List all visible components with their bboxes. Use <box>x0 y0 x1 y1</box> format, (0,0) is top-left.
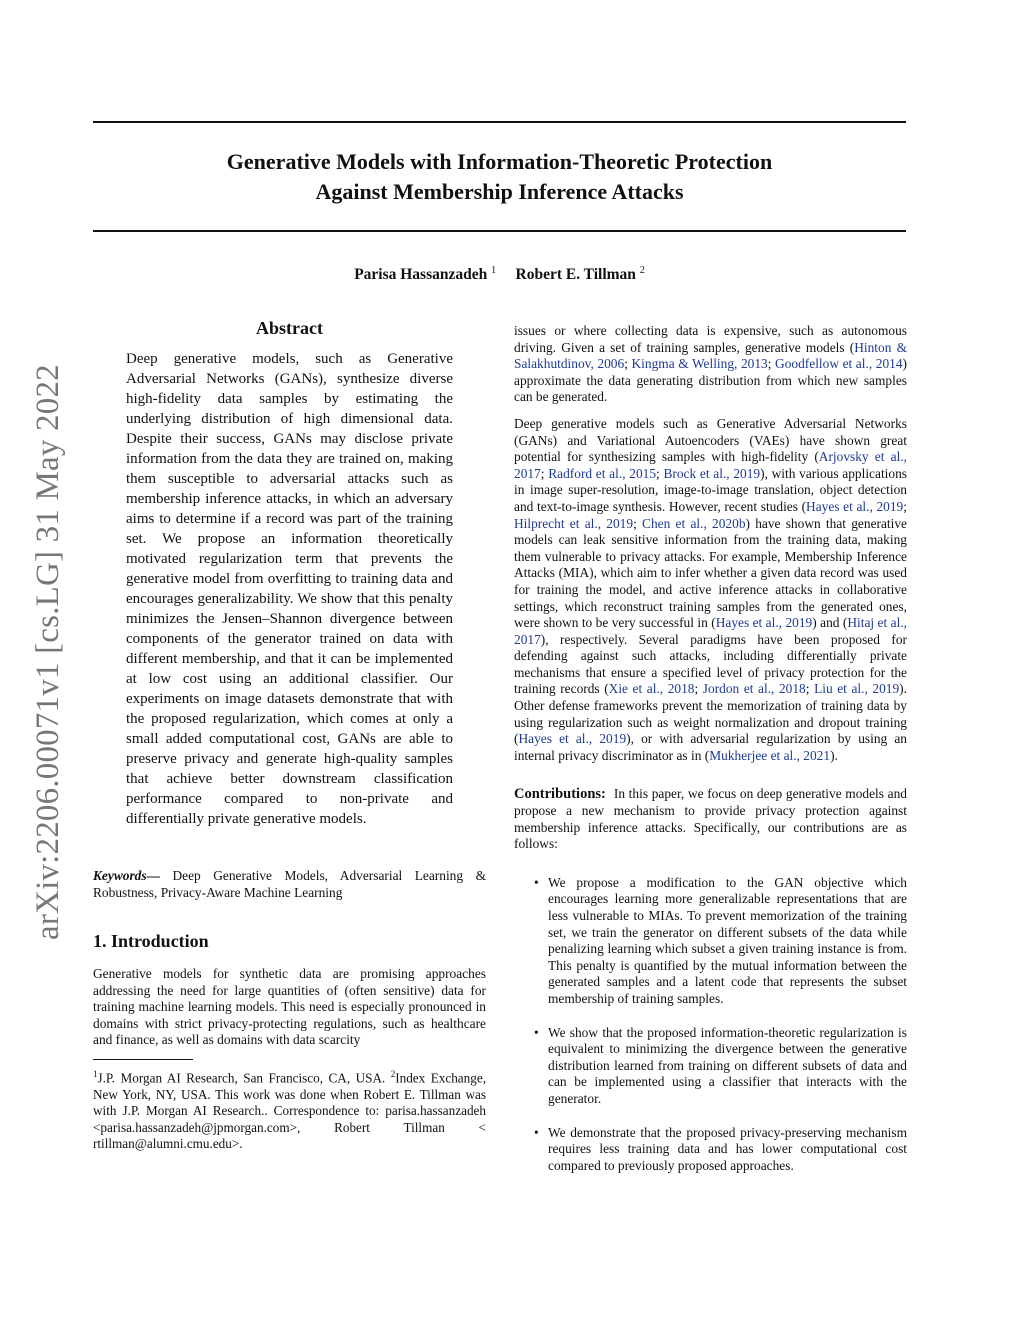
spacer <box>514 764 907 786</box>
body-text: ) approximate the data generating distribution from which new samples can be generated. <box>514 356 907 405</box>
footnote-mark: 1 <box>93 1068 98 1079</box>
body-text: ), with various applications in image super-resolution, image-to-image translation, object detection and text-to-image synthesis. However, recent studies ( <box>514 465 907 514</box>
footnote-mark: 2 <box>390 1068 396 1079</box>
citation-link[interactable]: Hayes et al., 2019 <box>715 615 813 631</box>
footnote-text: J.P. Morgan AI Research, San Francisco, CA, USA. <box>97 1070 391 1086</box>
body-text: Deep generative models such as Generative Adversarial Networks (GANs) and Variational Autoencoders (VAEs) have shown great potential for synthesizing samples with high-fidelity ( <box>514 415 907 465</box>
abstract-text: Deep generative models, such as Generative Adversarial Networks (GANs), synthesize diverse high-fidelity data samples by estimating the underlying distribution of high dimensional data. Despite their success, GANs may disclose private information from the data they are trained on, making them susceptible to adversarial attacks such as membership inference attacks, in which an adversary aims to determine if a record was part of the training set. We propose an information theoretically motivated regularization term that prevents the generative model from overfitting to training data and encourages generalizability. We show that this penalty minimizes the Jensen–Shannon divergence between components of the generator trained on data with different membership, and that it can be implemented at low cost using an additional classifier. Our experiments on image datasets demonstrate that with the proposed regularization, which comes at only a small added computational cost, GANs are able to preserve privacy and generate high-quality samples that achieve better downstream classification performance compared to non-private and differentially private generative models. <box>126 351 453 827</box>
arxiv-stamp: arXiv:2206.00071v1 [cs.LG] 31 May 2022 <box>30 364 66 940</box>
right-column <box>514 323 907 1191</box>
citation-link[interactable]: Kingma & Welling, 2013 <box>631 356 768 372</box>
title-line-1: Generative Models with Information-Theoretic Protection <box>226 149 773 174</box>
body-text: ) and ( <box>812 615 848 631</box>
introduction-paragraph: Generative models for synthetic data are promising approaches addressing the need for large quantities of (often sensitive) data for training machine learning models. This need is especially pronounced in domains with strict privacy-protecting regulations, such as healthcare and finance, as well as domains with data scarcity <box>93 966 486 1048</box>
intro-paragraph-continued <box>514 323 907 406</box>
intro-paragraph-2 <box>514 416 907 764</box>
citation-link[interactable]: Arjovsky et al., 2017 <box>514 449 907 481</box>
body-text: ; <box>694 681 703 697</box>
title-top-rule <box>93 121 906 123</box>
body-text: ). <box>830 747 838 763</box>
citation-link[interactable]: Brock et al., 2019 <box>663 465 761 481</box>
keywords-text: Deep Generative Models, Adversarial Learning & Robustness, Privacy-Aware Machine Learning <box>93 868 486 900</box>
body-text: issues or where collecting data is expensive, such as autonomous driving. Given a set of training samples, generative models ( <box>514 323 907 355</box>
author-name: Robert E. Tillman <box>515 266 636 284</box>
author-affiliation-mark: 2 <box>639 265 645 276</box>
title-bottom-rule <box>93 230 906 232</box>
list-item <box>534 874 907 1008</box>
body-text: ; <box>767 356 776 372</box>
citation-link[interactable]: Hitaj et al., 2017 <box>514 615 908 647</box>
citation-link[interactable]: Mukherjee et al., 2021 <box>709 747 831 763</box>
contributions-list <box>514 875 907 1175</box>
list-item <box>534 1024 907 1108</box>
body-text: ; <box>903 498 907 514</box>
citation-link[interactable]: Hinton & Salakhutdinov, 2006 <box>514 339 907 372</box>
author-affiliation-mark: 1 <box>491 265 497 276</box>
footnote-text: Index Exchange, New York, NY, USA. This work was done when Robert E. Tillman was with J.P. Morgan AI Research.. Correspondence to: parisa.hassanzadeh <parisa.hassanzadeh@jpmorgan.com>, Robert Tillman < rtillman@alumni.cmu.edu>. <box>93 1070 486 1152</box>
list-item <box>534 1124 907 1175</box>
body-text: ), or with adversarial regularization by using an internal privacy discriminator as in ( <box>514 731 908 763</box>
body-text: ; <box>656 465 664 481</box>
footnote <box>93 1066 486 1153</box>
list-item-text: We show that the proposed information-theoretic regularization is equivalent to minimizing the divergence between the generative distribution learned from training on different subsets of data and can be implemented using a classifier that interacts with the generator. <box>548 1024 907 1106</box>
body-text: ) have shown that generative models can leak sensitive information from the training data, making them vulnerable to privacy attacks. For example, Membership Inference Attacks (MIA), which aim to infer whether a given data record was used for training the model, and active inference attacks in collaborative settings, which reconstruct training samples from the generated ones, were shown to be very successful in ( <box>514 515 907 631</box>
footnote-rule <box>93 1059 193 1060</box>
abstract-heading: Abstract <box>256 318 323 338</box>
author-list <box>93 265 906 284</box>
citation-link[interactable]: Liu et al., 2019 <box>814 681 900 697</box>
author-name: Parisa Hassanzadeh <box>354 266 488 284</box>
paper-title <box>93 147 906 207</box>
citation-link[interactable]: Hayes et al., 2019 <box>518 731 627 747</box>
bullet-icon: • <box>534 1124 539 1140</box>
citation-link[interactable]: Goodfellow et al., 2014 <box>775 356 903 372</box>
bullet-icon: • <box>534 1024 539 1040</box>
body-text: ; <box>540 465 549 481</box>
citation-link[interactable]: Jordon et al., 2018 <box>702 681 806 697</box>
citation-link[interactable]: Hayes et al., 2019 <box>806 498 904 514</box>
bullet-icon: • <box>534 874 539 890</box>
title-line-2: Against Membership Inference Attacks <box>315 179 684 204</box>
left-column <box>93 318 486 1153</box>
keywords <box>93 867 486 901</box>
contributions-paragraph <box>514 786 907 852</box>
body-text: ; <box>633 515 643 531</box>
citation-link[interactable]: Xie et al., 2018 <box>608 681 695 697</box>
body-text: ; <box>624 356 632 372</box>
body-text: ; <box>805 681 815 697</box>
body-text: ), respectively. Several paradigms have been proposed for defending against such attacks, including differentially private mechanisms that ensure a specified level of privacy protection for the training records ( <box>514 631 907 697</box>
spacer <box>514 406 907 416</box>
keywords-label: Keywords— <box>93 868 160 883</box>
section-heading-introduction: 1. Introduction <box>93 931 209 951</box>
list-item-text: We demonstrate that the proposed privacy-preserving mechanism requires less training data and has lower computational cost compared to previously proposed approaches. <box>548 1124 907 1173</box>
contributions-heading: Contributions: <box>514 786 606 803</box>
citation-link[interactable]: Radford et al., 2015 <box>548 465 657 481</box>
body-text: In this paper, we focus on deep generative models and propose a new mechanism to provide privacy protection against membership inference attacks. Specifically, our contributions are as follows: <box>514 786 907 852</box>
citation-link[interactable]: Hilprecht et al., 2019 <box>514 515 634 531</box>
body-text: ). Other defense frameworks prevent the memorization of training data by using regularization such as weight normalization and dropout training ( <box>514 681 907 747</box>
list-item-text: We propose a modification to the GAN objective which encourages learning more generalizable representations that are less vulnerable to MIAs. To prevent memorization of the training set, we train the generator on different subsets of the data while penalizing learning which subset a given training instance is from. This penalty is quantified by the mutual information between the generated samples and a latent code that represents the subset membership of training samples. <box>548 874 907 1006</box>
citation-link[interactable]: Chen et al., 2020b <box>642 515 746 531</box>
